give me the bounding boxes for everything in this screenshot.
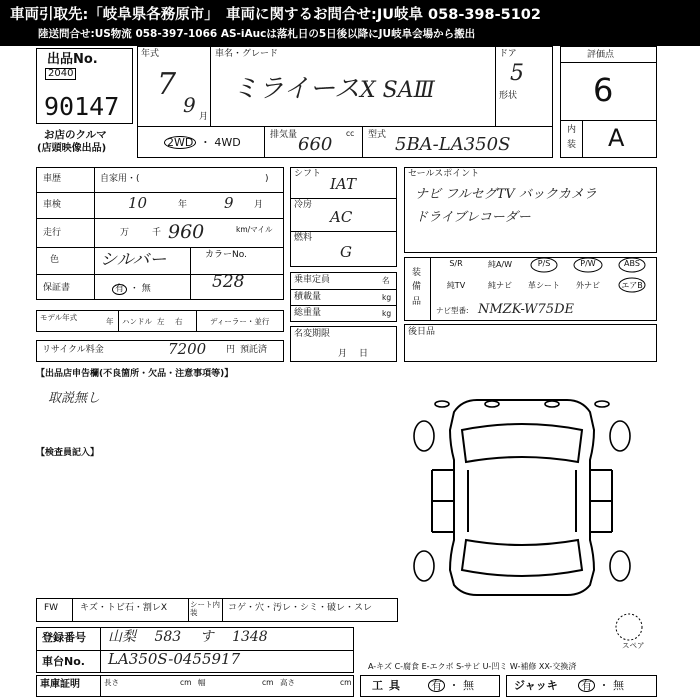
inspection-label: 車検 (43, 200, 62, 210)
chassis-value: LA350S-0455917 (108, 650, 241, 668)
equip-ext-navi: 外ナビ (576, 281, 600, 290)
tools-option[interactable]: 有 ・ 無 (428, 679, 474, 692)
shift-label: シフト (294, 169, 322, 179)
fuel-value: G (340, 243, 352, 261)
certificate-label: 車庫証明 (40, 679, 80, 690)
equip-airbag: エアB (621, 281, 643, 290)
changes-unit: 月日 (338, 349, 381, 359)
mileage-label: 走行 (43, 228, 62, 238)
equip-abs: ABS (624, 259, 640, 268)
score-label: 評価点 (587, 50, 615, 60)
handle-label: ハンドル (122, 317, 152, 326)
spare-tire-circle (614, 612, 644, 642)
inspection-year-unit: 年 (178, 200, 188, 210)
car-grade: X SAⅢ (360, 78, 435, 103)
inspection-month-unit: 月 (254, 200, 264, 210)
capacity-unit: 名 (382, 276, 390, 285)
year-label: 年式 (141, 49, 160, 59)
warranty-label: 保証書 (43, 283, 71, 293)
color-code: 528 (212, 272, 245, 292)
year-month: 9 (183, 93, 196, 117)
load-label: 積載量 (294, 292, 322, 302)
model-value: 5BA-LA350S (395, 134, 511, 155)
cert-height-unit: cm (340, 678, 352, 687)
equipment-circles (434, 256, 654, 298)
ac-label: 冷房 (294, 200, 313, 210)
equip-sr: S/R (449, 259, 463, 268)
load-unit: kg (382, 293, 392, 302)
warranty-option[interactable]: 有 ・ 無 (112, 284, 151, 295)
model-year-unit: 年 (106, 317, 114, 326)
shape-label: 形状 (499, 91, 518, 101)
sales-label: セールスポイント (408, 169, 480, 179)
declaration-label: 【出品店申告欄(不良箇所・欠品・注意事項等)】 (36, 369, 234, 379)
car-diagram (402, 390, 642, 600)
recycle-value: 7200 (168, 340, 207, 358)
car-name: ミライース (232, 74, 360, 104)
inspection-month: 9 (224, 194, 234, 212)
seat-label: シート内装 (190, 600, 220, 618)
mileage-unit: km/マイル (236, 225, 273, 234)
shop-line2: (店頭映像出品) (37, 143, 107, 154)
header-line2: 陸送問合せ:US物流 058-397-1066 AS-iAucは落札日の5日後以降にJU岐阜会場から搬出 (38, 28, 476, 40)
cert-height: 高さ (280, 678, 295, 687)
color-label: 色 (50, 255, 60, 265)
inspector-label: 【検査員記入】 (36, 448, 100, 458)
dealer-label: ディーラー・並行 (210, 317, 270, 326)
score-value: 6 (593, 71, 614, 109)
entry-number-box (36, 48, 133, 124)
chassis-label: 車台No. (42, 655, 85, 668)
mileage-sen: 千 (152, 228, 162, 238)
handle-right: 右 (175, 317, 183, 326)
equip-tv: 純TV (446, 281, 466, 290)
displacement-value: 660 (298, 134, 333, 155)
spare-label: スペア (622, 641, 645, 650)
later-items-box (404, 324, 657, 362)
fuel-label: 燃料 (294, 233, 313, 243)
cert-length: 長さ (104, 678, 119, 687)
cert-width: 幅 (198, 678, 206, 687)
fw-items: キズ・トビ石・割レX (80, 603, 167, 613)
registration-label: 登録番号 (42, 631, 86, 644)
doors-value: 5 (510, 61, 524, 86)
sales-line1: ナビ フルセグTV バックカメラ (415, 187, 597, 202)
shop-line1: お店のクルマ (44, 129, 107, 141)
seat-items: コゲ・穴・汚レ・シミ・破レ・スレ (228, 603, 373, 613)
navi-value: NMZK-W75DE (478, 302, 574, 317)
certificate-box (36, 675, 354, 697)
history-value: 自家用・( (100, 174, 140, 184)
entry-code: 2040 (45, 68, 76, 80)
equip-leather: 革シート (528, 281, 560, 290)
declaration-note: 取説無し (48, 391, 101, 406)
entry-label: 出品No. (47, 52, 98, 67)
displacement-label: 排気量 (270, 130, 298, 140)
header-bar (0, 0, 700, 46)
entry-number: 90147 (44, 92, 120, 121)
recycle-note: 預託済 (240, 345, 268, 355)
equipment-label: 装備品 (412, 268, 422, 307)
capacity-label: 乗車定員 (294, 275, 331, 285)
damage-legend: A-キズ C-腐食 E-エクボ S-サビ U-凹ミ W-補修 XX-交換済 (368, 662, 577, 671)
color-code-label: カラーNo. (205, 250, 247, 260)
car-name-label: 車名・グレード (215, 49, 279, 59)
drive-type[interactable]: 2WD ・ 4WD (164, 136, 241, 149)
navi-label: ナビ型番: (436, 306, 469, 315)
year-month-unit: 月 (199, 112, 209, 122)
interior-label1: 内 (567, 125, 577, 135)
model-year-label: モデル年式 (40, 313, 78, 322)
recycle-unit: 円 (226, 345, 236, 355)
fw-label: FW (44, 603, 59, 613)
model-label: 型式 (368, 130, 387, 140)
registration-value: 山梨 583 す 1348 (108, 629, 268, 645)
mileage-value: 960 (168, 221, 205, 243)
ac-value: AC (330, 208, 353, 226)
equip-alloy: 純A/W (487, 260, 513, 269)
later-label: 後日品 (408, 327, 436, 337)
equip-pw: P/W (580, 259, 596, 268)
weight-unit: kg (382, 309, 392, 318)
interior-label2: 装 (567, 140, 577, 150)
changes-label: 名変期限 (294, 329, 331, 339)
color-value: シルバー (100, 250, 167, 270)
shift-value: IAT (330, 175, 356, 193)
interior-value: A (608, 124, 625, 152)
history-label: 車歴 (43, 174, 62, 184)
equip-navi: 純ナビ (488, 281, 512, 290)
recycle-label: リサイクル料金 (42, 345, 104, 355)
year-value: 7 (157, 67, 177, 102)
inspection-year: 10 (128, 194, 148, 212)
displacement-unit: cc (346, 129, 355, 138)
header-line1: 車両引取先:「岐阜県各務原市」 車両に関するお問合せ:JU岐阜 058-398-5102 (10, 7, 541, 23)
jack-label: ジャッキ (514, 679, 558, 692)
jack-option[interactable]: 有 ・ 無 (578, 679, 624, 692)
cert-width-unit: cm (262, 678, 274, 687)
mileage-man: 万 (120, 228, 130, 238)
cert-length-unit: cm (180, 678, 192, 687)
sales-line2: ドライブレコーダー (415, 210, 531, 225)
doors-label: ドア (499, 49, 517, 59)
handle-left: 左 (157, 317, 165, 326)
equip-ps: P/S (537, 259, 551, 268)
weight-label: 総重量 (294, 308, 322, 318)
tools-label: 工具 (372, 679, 406, 692)
